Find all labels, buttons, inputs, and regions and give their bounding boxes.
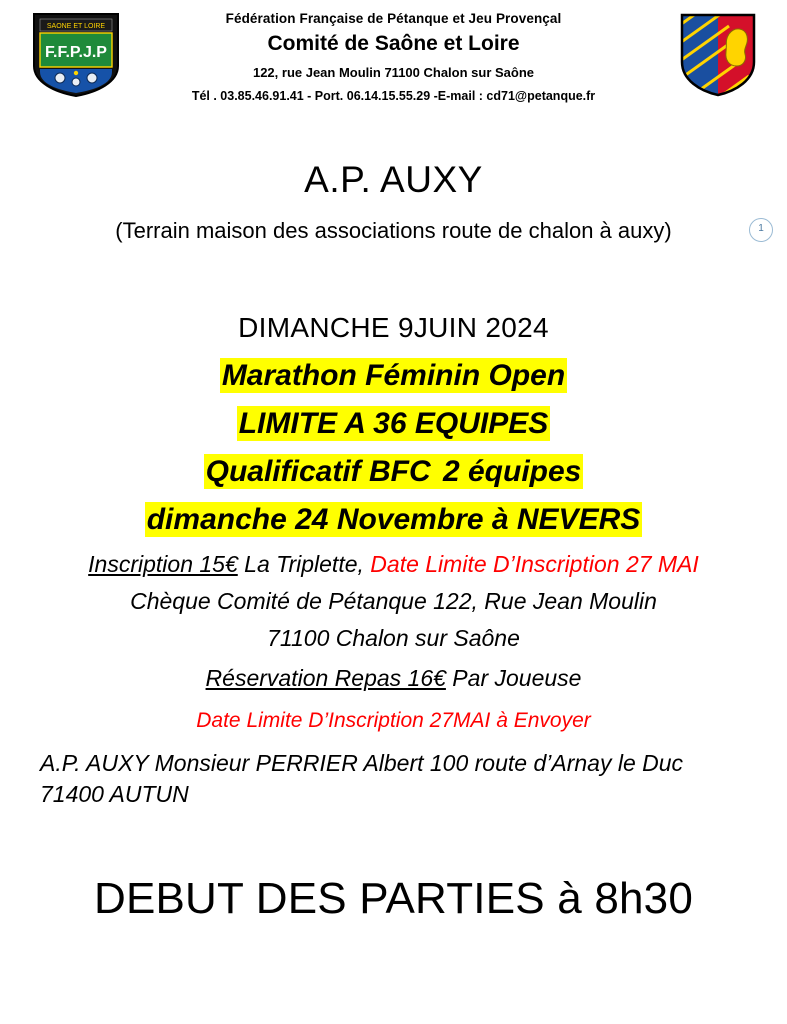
comite-line: Comité de Saône et Loire [267,32,520,55]
deadline-line: Date Limite D’Inscription 27MAI à Envoyer [196,709,591,732]
highlight-limite: LIMITE A 36 EQUIPES [238,407,549,440]
highlight-qualificatif-equipes: 2 équipes [434,455,582,488]
venue-line: (Terrain maison des associations route de chalon à auxy) [115,218,672,243]
page-title: A.P. AUXY [304,159,483,200]
highlight-nevers: dimanche 24 Novembre à NEVERS [146,503,641,536]
federation-line: Fédération Française de Pétanque et Jeu Provençal [225,11,562,26]
burgundy-coat-of-arms-icon [679,12,757,98]
event-date: DIMANCHE 9JUIN 2024 [238,312,549,343]
highlight-row-qualificatif [0,452,787,492]
inscription-price: Inscription 15€ [88,551,238,577]
send-address-line: A.P. AUXY Monsieur PERRIER Albert 100 route d’Arnay le Duc 71400 AUTUN [40,750,684,807]
highlight-qualificatif: Qualificatif BFC [205,455,431,488]
header-address-line: 122, rue Jean Moulin 71100 Chalon sur Saône [252,65,535,80]
document-header [0,0,787,128]
meal-price: Réservation Repas 16€ [205,665,446,691]
svg-text:SAONE ET LOIRE: SAONE ET LOIRE [46,23,106,30]
inscription-deadline: Date Limite D’Inscription 27 MAI [370,551,699,577]
city-line: 71100 Chalon sur Saône [267,625,520,651]
highlight-row-limite [0,404,787,444]
cheque-line: Chèque Comité de Pétanque 122, Rue Jean Moulin [130,588,657,614]
start-time-line: DEBUT DES PARTIES à 8h30 [93,874,694,923]
ffpjp-saone-et-loire-crest-icon [30,10,122,98]
inscription-format: La Triplette, [237,551,371,577]
page-number-marker: 1 [749,218,773,242]
header-contact-line: Tél . 03.85.46.91.41 - Port. 06.14.15.55.29 -E-mail : cd71@petanque.fr [191,89,596,103]
highlight-row-marathon [0,356,787,396]
svg-text:F.F.P.J.P: F.F.P.J.P [45,44,107,61]
meal-line [0,663,787,694]
header-text-block [130,10,657,106]
highlight-row-nevers [0,500,787,540]
meal-rest: Par Joueuse [445,665,582,691]
inscription-line [0,549,787,580]
highlight-marathon: Marathon Féminin Open [221,359,566,392]
